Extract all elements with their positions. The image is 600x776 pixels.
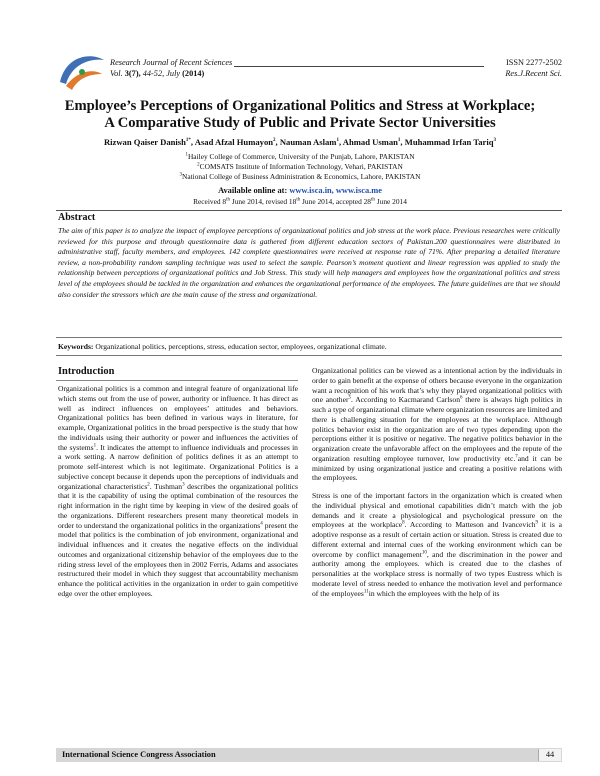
available-online: Available online at: www.isca.in, www.isca.me xyxy=(218,186,382,195)
abstract-bottom-rule xyxy=(56,337,562,338)
journal-url-link[interactable]: www.isca.in, www.isca.me xyxy=(289,186,382,195)
author: Muhammad Irfan Tariq xyxy=(404,137,494,147)
volume-number: 3(7), xyxy=(124,69,141,78)
header-rule xyxy=(234,66,484,67)
year: (2014) xyxy=(182,69,205,78)
issn-block xyxy=(505,57,562,79)
author: Asad Afzal Humayon xyxy=(194,137,274,147)
section-rule xyxy=(56,380,298,381)
author: Nauman Aslam xyxy=(279,137,337,147)
page-number: 44 xyxy=(538,749,561,761)
footer-organization: International Science Congress Association xyxy=(62,750,216,759)
right-column xyxy=(312,366,562,606)
affiliation: $^1$Hailey College of Commerce, University of the Punjab, Lahore, PAKISTAN xyxy=(185,152,415,161)
journal-info xyxy=(110,57,232,79)
issn: ISSN 2277-2502 xyxy=(505,58,562,67)
abstract-text: The aim of this paper is to analyze the impact of employee perceptions of organizational politics and job stress at the work place. Previous researches were critically reviewed for this purpose and through questionnaire data is gathered from different education sectors of Pakistan.200 questionnaires were distributed in administrative staff, faculty members, and employees. 142 complete questionnaires were received at response rate of 71%. After preparing a detailed literature review, a non-probability random sampling technique was used to select the sample. Pearson’s moment quotient and linear regression was applied to study the relationship between perceptions of organizational politics and Job Stress. This study will help managers and employees how the organizational politics and stress level of the employees should be tackled in the organization and enhances the organizational performance of the employees. The future guidelines are that we should also consider the stressors which are the main cause of the stress and organizational. xyxy=(58,226,560,299)
affiliation: $^3$National College of Business Administration & Economics, Lahore, PAKISTAN xyxy=(179,172,421,181)
author-list: Rizwan Qaiser Danish$^{1*}$, Asad Afzal Humayon$^2$, Nauman Aslam$^1$, Ahmad Usman$^1$, Muhammad Irfan Tariq$^3$ xyxy=(103,137,497,147)
journal-header xyxy=(56,50,562,96)
affiliation: $^2$COMSATS Institute of Information Technology, Vehari, PAKISTAN xyxy=(197,162,403,171)
journal-abbreviation: Res.J.Recent Sci. xyxy=(505,69,562,78)
journal-name: Research Journal of Recent Sciences xyxy=(110,58,233,67)
paragraph: Organizational politics is a common and integral feature of organizational life which stems out from the use of power, authority or influence. It has direct as well as indirect influences on employees’ attitudes and behaviors. Organizational politics has been defined in various ways in literature, for example, Organizational politics in the broad perspective is the study that how the individuals using their authority or power and influences the activities of the systems$^1$. It indicates the attempt to influence individuals and processes in a work setting. A narrow definition of politics defines it as an attempt to promote self-interest which is not legitimate. Organizational Politics is a subjective concept because it depends upon the perceptions of individuals and organizational characteristics$^2$. Tushman$^3$ describes the organizational politics that it is the capability of using the optimal combination of the resources the right information in the right time by keeping in view of the desired goals of the organizations. Different researchers present many theoretical models in order to understand the organizational politics in the organizations$^4$ present the model that politics is the combination of job environment, organizational and individual influences and it creates the negative effects on the individual outcomes and organizational citizenship behavior of the employees due to the riding stress level of the employees then in 2002 Ferris, Adams and associates restructured their model in which they suggest that accountability mechanism enhance the political activities in the organization in order to gain competitive edge over the other employees. xyxy=(58,384,298,598)
volume-line: Vol. 3(7), 44-52, July (2014) xyxy=(110,69,205,78)
affiliations xyxy=(30,152,570,182)
abstract-top-rule xyxy=(56,210,562,211)
author: Rizwan Qaiser Danish xyxy=(103,137,186,147)
section-heading-introduction: Introduction xyxy=(58,366,115,377)
paragraph: Stress is one of the important factors in the organization which is created when the individual physical and emotional capabilities didn’t match with the job demands and it create a physiological and psychological pressure on the employees at the workplace$^8$. According to Matteson and Ivancevich$^9$ it is a adoptive response as a result of certain action or situation. Stress is created due to different external and internal cues of the working environment which can be overcome by conflict management$^{10}$, and the discrimination in the power and authority among the employees. which is created due to the clashes of personalities at the workplace stress is normally of two types Eustress which is moderate level of stress needed to enhance the motivation level and performance of the employees$^{11}$in which the employees with the help of its xyxy=(312,491,563,598)
keywords-rule xyxy=(56,355,562,356)
journal-logo-icon xyxy=(56,50,108,92)
paragraph: Organizational politics can be viewed as a intentional action by the individuals in order to gain benefit at the expense of others because everyone in the organization want a recognition of his work that’s why they played organizational politics with one another$^5$. According to Kacmarand Carlson$^6$ there is always high politics in such a type of organizational climate where organization resources are limited and there is challenging situation for the employees at the workplace. Although politics behavior exist in the organization are of two types depending upon the perceptions either it is positive or negative. The negative politics behavior in the organization create the unfavorable affect on the employees and the repute of the organization resulting employee turnover, low productivity etc.$^7$and it can be minimized by using organizational justice and creating a positive relations with the employees. xyxy=(312,366,563,483)
received-dates: Received 8th June 2014, revised 18th June 2014, accepted 28th June 2014 xyxy=(193,197,407,206)
author: Ahmad Usman xyxy=(342,137,398,147)
keywords: Keywords: Organizational politics, perceptions, stress, education sector, employees, organizational climate. xyxy=(58,342,387,351)
left-column xyxy=(58,384,298,607)
abstract-heading: Abstract xyxy=(58,212,96,223)
paper-title: Employee’s Perceptions of Organizational Politics and Stress at Workplace; A Comparative Study of Public and Private Sector Universities xyxy=(64,98,536,131)
